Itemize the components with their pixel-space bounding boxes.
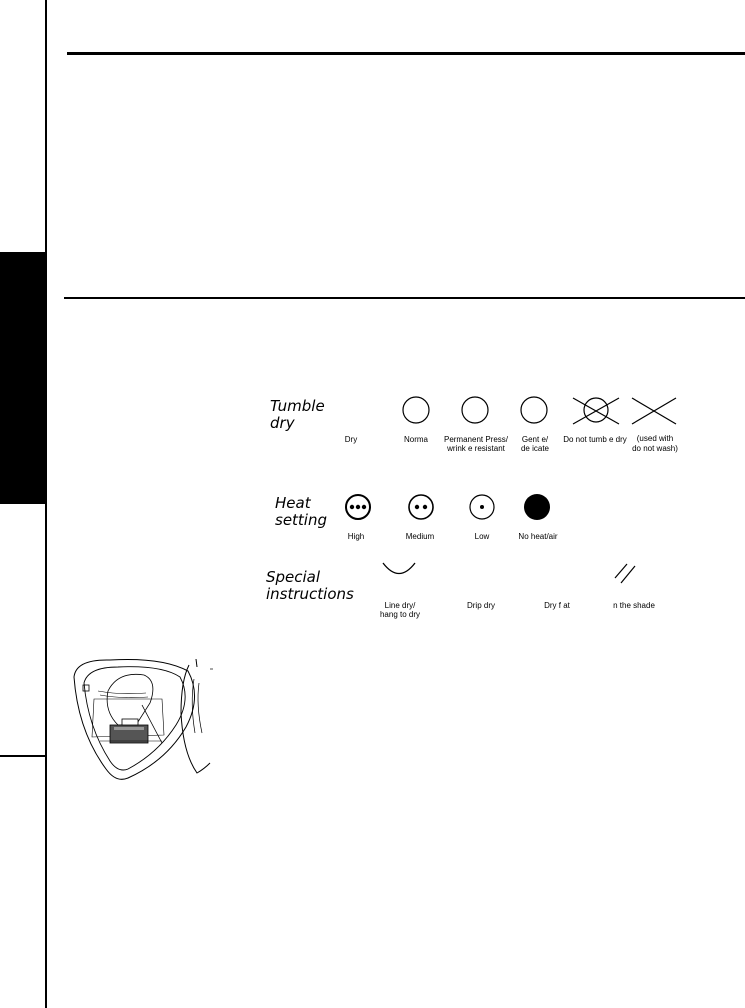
- label-no-heat-air: No heat/air: [518, 532, 558, 541]
- label-delicate: de icate: [520, 444, 550, 453]
- label-gentle: Gent e/: [521, 435, 549, 444]
- heat-setting-heading-line1: Heat: [275, 494, 311, 512]
- line-dry-icon: [383, 563, 415, 574]
- tumble-dry-heading-line1: Tumble: [270, 397, 325, 415]
- label-hang-to-dry: hang to dry: [379, 610, 421, 619]
- label-normal: Norma: [403, 435, 428, 444]
- dryer-lint-filter-illustration: [70, 655, 215, 785]
- tumble-dry-heading-line2: dry: [270, 414, 295, 432]
- label-wrinkle-resistant: wrink e resistant: [447, 444, 505, 453]
- dry-in-shade-icon: [615, 564, 635, 583]
- heat-setting-heading-line2: setting: [275, 511, 328, 529]
- label-low: Low: [474, 532, 490, 541]
- special-instructions-heading-line2: instructions: [266, 585, 354, 603]
- special-instructions-heading-line1: Special: [266, 568, 321, 586]
- label-dry-flat: Dry f at: [544, 601, 570, 610]
- label-do-not-wash: do not wash): [632, 444, 678, 453]
- label-dry: Dry: [344, 435, 358, 444]
- label-in-the-shade: n the shade: [613, 601, 655, 610]
- label-drip-dry: Drip dry: [466, 601, 495, 610]
- label-permanent-press: Permanent Press/: [443, 435, 509, 444]
- label-do-not-tumble-dry: Do not tumb e dry: [563, 435, 627, 444]
- label-medium: Medium: [405, 532, 435, 541]
- label-line-dry: Line dry/: [384, 601, 416, 610]
- label-high: High: [347, 532, 365, 541]
- label-used-with: (used with: [636, 434, 674, 443]
